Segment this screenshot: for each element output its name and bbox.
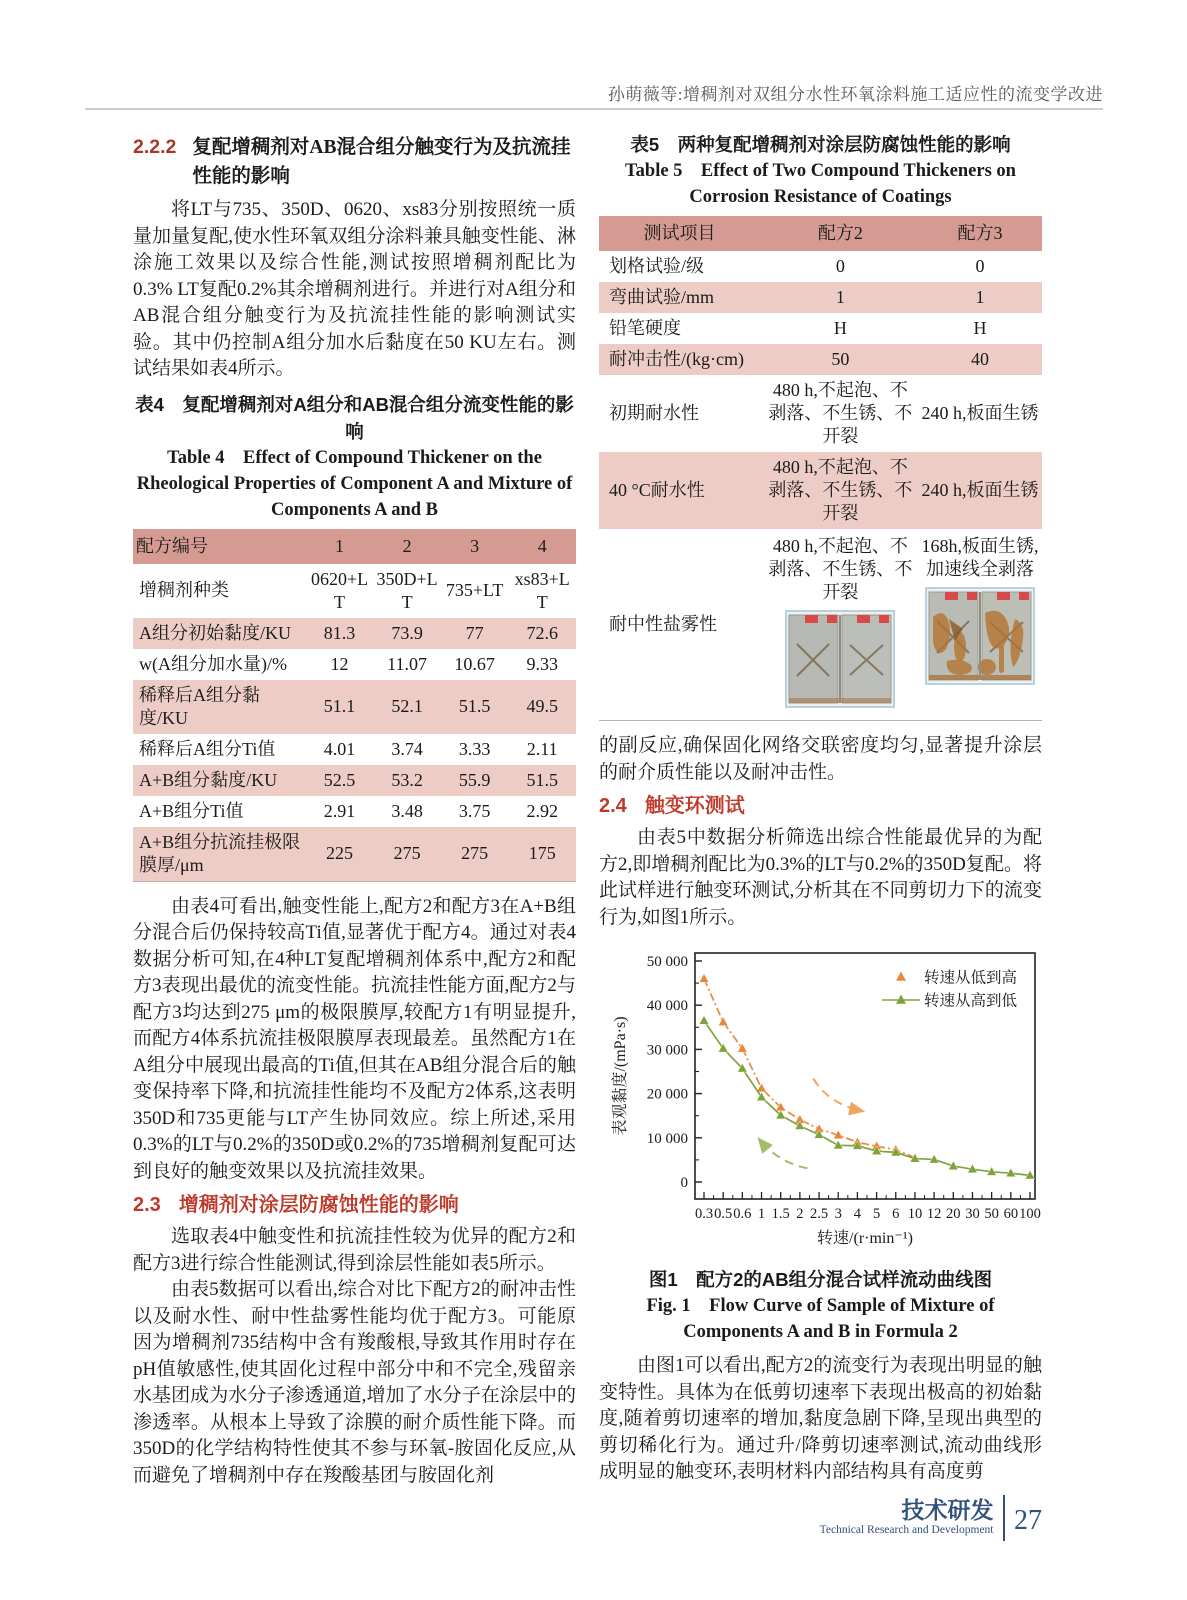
table-cell: 0620+LT xyxy=(310,568,369,612)
footer-label-cn: 技术研发 xyxy=(901,1497,994,1523)
svg-text:6: 6 xyxy=(892,1206,900,1222)
table-cell: 480 h,不起泡、不剥落、不生锈、不开裂 xyxy=(768,380,913,446)
salt-spray-result-text-formula2: 480 h,不起泡、不剥落、不生锈、不开裂 xyxy=(768,536,913,602)
svg-text:5: 5 xyxy=(872,1206,881,1222)
table-cell: 耐冲击性/(kg·cm) xyxy=(609,349,744,369)
table-cell: 51.5 xyxy=(458,696,491,716)
section-title: 触变环测试 xyxy=(644,795,745,817)
salt-spray-panels-formula2-image xyxy=(785,610,895,708)
table-cell: 350D+LT xyxy=(376,568,438,612)
figure1-caption-en: Fig. 1 Flow Curve of Sample of Mixture of Components A and B in Formula 2 xyxy=(646,1296,995,1342)
section-number: 2.4 xyxy=(599,795,627,817)
table-cell: 51.1 xyxy=(323,696,356,716)
table-cell: H xyxy=(833,318,847,338)
table-cell: 52.1 xyxy=(391,696,423,716)
table-cell: 1 xyxy=(835,287,845,307)
svg-text:30: 30 xyxy=(965,1206,980,1222)
svg-text:1.5: 1.5 xyxy=(771,1206,790,1222)
svg-text:20 000: 20 000 xyxy=(646,1086,688,1103)
table-cell: 72.6 xyxy=(526,622,558,643)
paragraph: 由表5中数据分析筛选出综合性能最优异的为配方2,即增稠剂配比为0.3%的LT与0.2%的350D复配。将此试样进行触变环测试,分析其在不同剪切力下的流变行为,如图1所示。 xyxy=(599,827,1042,928)
svg-text:0.3: 0.3 xyxy=(694,1206,714,1222)
table-cell: 240 h,板面生锈 xyxy=(921,480,1039,500)
section-number: 2.3 xyxy=(133,1194,161,1216)
table-cell: 测试项目 xyxy=(643,223,716,243)
figure1-caption-cn: 图1 配方2的AB组分混合试样流动曲线图 xyxy=(648,1269,993,1290)
table-row xyxy=(133,796,576,827)
table-cell: 3.33 xyxy=(458,738,491,759)
svg-text:转速从高到低: 转速从高到低 xyxy=(924,992,1018,1010)
table-cell: xs83+LT xyxy=(514,568,570,612)
table4-title-cn: 表4 复配增稠剂对A组分和AB混合组分流变性能的影响 xyxy=(135,393,574,442)
svg-text:30 000: 30 000 xyxy=(646,1042,688,1059)
table-row xyxy=(599,282,1042,313)
section-title: 复配增稠剂对AB混合组分触变行为及抗流挂性能的影响 xyxy=(192,137,571,187)
section-heading-2-2-2 xyxy=(133,133,576,191)
table-cell: 275 xyxy=(393,843,421,863)
paragraph: 由图1可以看出,配方2的流变行为表现出明显的触变特性。具体为在低剪切速率下表现出极高的初始黏度,随着剪切速率的增加,黏度急剧下降,呈现出典型的剪切稀化行为。通过升/降剪切速率测试,流动曲线形成明显的触变环,表明材料内部结构具有高度剪 xyxy=(599,1355,1042,1482)
svg-text:20: 20 xyxy=(946,1206,961,1222)
table-cell: 1 xyxy=(335,535,345,556)
table-row xyxy=(599,313,1042,344)
table-cell: 175 xyxy=(528,843,556,863)
table-cell: 稀释后A组分Ti值 xyxy=(139,738,276,759)
footer-label-en: Technical Research and Development xyxy=(819,1524,994,1536)
table-cell: 4.01 xyxy=(323,738,356,759)
paragraph: 由表5数据可以看出,综合对比下配方2的耐冲击性以及耐水性、耐中性盐雾性能均优于配方3。可能原因为增稠剂735结构中含有羧酸根,导致其作用时存在pH值敏感性,使其固化过程中部分中和不完全,残留亲水基团成为水分子渗透通道,增加了水分子在涂层中的渗透率。从根本上导致了涂膜的耐介质性能下降。而350D的化学结构特性使其不参与环氧-胺固化反应,从而避免了增稠剂中存在羧酸基团与胺固化剂 xyxy=(133,1279,576,1486)
svg-text:3: 3 xyxy=(834,1206,842,1222)
table-cell: 49.5 xyxy=(526,696,558,716)
svg-text:10: 10 xyxy=(907,1206,923,1222)
salt-spray-result-text-formula3: 168h,板面生锈,加速线全剥落 xyxy=(921,536,1039,579)
svg-text:60: 60 xyxy=(1003,1206,1019,1222)
table-cell: 稀释后A组分黏度/KU xyxy=(139,684,260,728)
table-cell: 81.3 xyxy=(323,622,356,643)
svg-text:12: 12 xyxy=(926,1206,942,1222)
table-cell: 77 xyxy=(465,622,484,643)
svg-text:转速从低到高: 转速从低到高 xyxy=(924,969,1018,987)
table-cell: 735+LT xyxy=(445,580,504,600)
svg-text:表观黏度/(mPa·s): 表观黏度/(mPa·s) xyxy=(612,1016,629,1136)
section-heading-2-4 xyxy=(599,793,1042,820)
svg-text:0.6: 0.6 xyxy=(733,1206,752,1222)
table-cell: 55.9 xyxy=(458,769,491,790)
table5-title-en: Table 5 Effect of Two Compound Thickeners on Corrosion Resistance of Coatings xyxy=(625,161,1016,207)
svg-text:40 000: 40 000 xyxy=(646,998,688,1015)
svg-text:100: 100 xyxy=(1019,1206,1041,1222)
svg-text:2.5: 2.5 xyxy=(809,1206,829,1222)
paragraph: 将LT与735、350D、0620、xs83分别按照统一质量加量复配,使水性环氧双组分涂料兼具触变性能、淋涂施工效果以及综合性能,测试按照增稠剂配比为0.3% LT复配0.2%其余增稠剂进行。并进行对A组分和AB混合组分触变行为及抗流挂性能的影响测试实验。其中仍控制A组分加水后黏度在50 KU左右。测试结果如表4所示。 xyxy=(133,199,576,379)
table-cell: w(A组分加水量)/% xyxy=(139,653,287,674)
table-row xyxy=(133,680,576,734)
table-cell: 2.11 xyxy=(526,738,558,759)
table-cell: 51.5 xyxy=(526,769,558,790)
table-cell: 1 xyxy=(975,287,985,307)
table-cell: 0 xyxy=(975,256,985,276)
running-title: 孙萌薇等:增稠剂对双组分水性环氧涂料施工适应性的流变学改进 xyxy=(607,85,1103,104)
table-cell: 耐中性盐雾性 xyxy=(609,614,717,634)
table-row xyxy=(133,529,576,564)
right-column xyxy=(599,131,1042,1486)
table-cell: 40 °C耐水性 xyxy=(609,480,705,500)
table4-title-en: Table 4 Effect of Compound Thickener on the Rheological Properties of Component A and Mixture of Components A and B xyxy=(136,447,573,520)
table-cell: 9.33 xyxy=(526,653,558,674)
table-row xyxy=(133,649,576,680)
table-cell: 40 xyxy=(970,349,989,369)
table-cell: A组分初始黏度/KU xyxy=(139,622,291,643)
table-row xyxy=(133,734,576,765)
section-number: 2.2.2 xyxy=(133,136,177,158)
table-cell: 初期耐水性 xyxy=(609,403,699,423)
table-cell: 配方编号 xyxy=(136,535,208,556)
footer-divider xyxy=(1003,1495,1006,1541)
table-cell: 225 xyxy=(326,843,354,863)
svg-text:50 000: 50 000 xyxy=(646,954,688,970)
table-cell: 480 h,不起泡、不剥落、不生锈、不开裂 xyxy=(768,457,913,523)
table-cell xyxy=(918,529,1042,721)
table-cell: A+B组分黏度/KU xyxy=(139,769,278,790)
table-cell: 划格试验/级 xyxy=(609,256,705,276)
table-cell: 配方3 xyxy=(957,223,1003,243)
table-cell: 275 xyxy=(461,843,489,863)
header-divider xyxy=(85,108,1103,110)
table5 xyxy=(599,216,1042,721)
table-cell: 53.2 xyxy=(391,769,423,790)
table-cell: A+B组分抗流挂极限膜厚/μm xyxy=(139,831,301,875)
table-cell: 3 xyxy=(470,535,480,556)
table-cell: 73.9 xyxy=(391,622,423,643)
table-cell: 50 xyxy=(831,349,850,369)
table-cell: 3.75 xyxy=(458,800,491,821)
svg-text:转速/(r·min⁻¹): 转速/(r·min⁻¹) xyxy=(817,1230,913,1247)
svg-text:0: 0 xyxy=(680,1175,688,1191)
table-row xyxy=(599,375,1042,452)
left-column xyxy=(133,131,576,1489)
table-cell: 2.92 xyxy=(526,800,558,821)
table4 xyxy=(133,529,576,882)
flow-curve-chart xyxy=(599,941,1042,1259)
table-row xyxy=(133,765,576,796)
table-cell: 3.48 xyxy=(391,800,423,821)
table-row xyxy=(133,618,576,649)
svg-text:50: 50 xyxy=(984,1206,999,1222)
table-row xyxy=(133,564,576,618)
table-cell: 2.91 xyxy=(323,800,356,821)
table-cell: 配方2 xyxy=(817,223,863,243)
table-cell: 11.07 xyxy=(387,653,428,674)
table-cell: 3.74 xyxy=(391,738,423,759)
table-row xyxy=(133,827,576,882)
table-cell: 铅笔硬度 xyxy=(609,318,681,338)
svg-text:1: 1 xyxy=(757,1206,766,1222)
page-footer xyxy=(599,1492,1042,1544)
table-row xyxy=(599,251,1042,282)
table-row xyxy=(599,344,1042,375)
paragraph: 的副反应,确保固化网络交联密度均匀,显著提升涂层的耐介质性能以及耐冲击性。 xyxy=(599,735,1042,783)
table-cell: 0 xyxy=(835,256,845,276)
table-cell: A+B组分Ti值 xyxy=(139,800,244,821)
table-row xyxy=(599,529,1042,721)
table-cell: 240 h,板面生锈 xyxy=(921,403,1039,423)
section-title: 增稠剂对涂层防腐蚀性能的影响 xyxy=(178,1194,459,1216)
table-cell: 12 xyxy=(330,653,349,674)
figure1-block xyxy=(599,941,1042,1345)
page-number: 27 xyxy=(1014,1505,1042,1536)
table-cell: 52.5 xyxy=(323,769,356,790)
table-row xyxy=(599,452,1042,529)
table-cell: H xyxy=(973,318,987,338)
table-cell: 2 xyxy=(402,535,412,556)
svg-text:10 000: 10 000 xyxy=(646,1130,688,1147)
section-heading-2-3 xyxy=(133,1192,576,1219)
table-cell: 4 xyxy=(537,535,547,556)
svg-text:4: 4 xyxy=(853,1206,862,1222)
paragraph: 由表4可看出,触变性能上,配方2和配方3在A+B组分混合后仍保持较高Ti值,显著优于配方4。通过对表4数据分析可知,在4种LT复配增稠剂体系中,配方2和配方3表现出最优的流变性能。抗流挂性能方面,配方2与配方3均达到275 μm的极限膜厚,较配方1有明显提升,而配方4体系抗流挂极限膜厚表现最差。虽然配方1在A组分中展现出最高的Ti值,但其在AB组分混合后的触变保持率下降,和抗流挂性能均不及配方2体系,这表明350D和735更能与LT产生协同效应。综上所述,采用0.3%的LT与0.2%的350D或0.2%的735增稠剂复配可达到良好的触变效果以及抗流挂效果。 xyxy=(133,895,576,1182)
table-cell: 增稠剂种类 xyxy=(139,580,229,600)
footer-section-label xyxy=(820,1498,994,1538)
table-row xyxy=(599,216,1042,251)
svg-text:0.5: 0.5 xyxy=(714,1206,733,1222)
salt-spray-panels-formula3-image xyxy=(925,587,1035,685)
svg-text:2: 2 xyxy=(796,1206,804,1222)
table-cell: 弯曲试验/mm xyxy=(609,287,715,307)
table-cell xyxy=(763,529,918,721)
paragraph: 选取表4中触变性和抗流挂性较为优异的配方2和配方3进行综合性能测试,得到涂层性能如表5所示。 xyxy=(133,1226,576,1274)
table-cell: 10.67 xyxy=(454,653,495,674)
table5-title-cn: 表5 两种复配增稠剂对涂层防腐蚀性能的影响 xyxy=(630,134,1011,155)
